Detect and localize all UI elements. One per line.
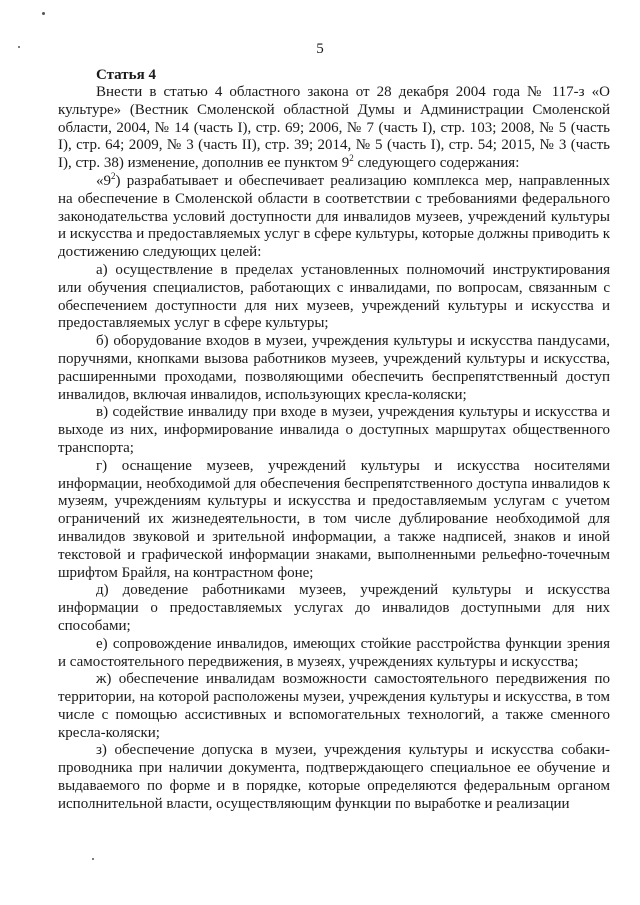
scan-speck xyxy=(18,46,20,48)
document-body xyxy=(58,66,610,814)
list-item-zh: ж) обеспечение инвалидам возможности самостоятельного передвижения по территории, на которой расположены музеи, учреждения культуры и искусства, в том числе с помощью ассистивных и вспомогательных технологий, а также сменного кресла-коляски; xyxy=(58,671,610,741)
point-intro-text-end: ) разрабатывает и обеспечивает реализацию комплекса мер, направленных на обеспечение в Смоленской области в соответствии с требованиями федерального законодательства условий доступности для инвалидов музеев, учреждений культуры и искусства и предоставляемых услуг в сфере культуры, которые должны приводить к достижению следующих целей: xyxy=(58,172,610,261)
article-heading: Статья 4 xyxy=(96,67,156,83)
intro-text-end: следующего содержания: xyxy=(353,155,520,172)
scan-speck xyxy=(42,12,45,15)
list-item-z: з) обеспечение допуска в музеи, учреждения культуры и искусства собаки-проводника при наличии документа, подтверждающего специальное ее обучение и выдаваемого по форме и в порядке, которые определяются федеральным органом исполнительной власти, осуществляющим функции по выработке и реализации xyxy=(58,742,610,812)
point-intro-text: «9 xyxy=(96,172,111,189)
list-item-a: а) осуществление в пределах установленных полномочий инструктирования или обучения специалистов, работающих с инвалидами, по вопросам, связанным с обеспечением доступности для них музеев, учреждений культуры и искусства и предоставляемых услуг в сфере культуры; xyxy=(58,261,610,332)
list-item-v: в) содействие инвалиду при входе в музеи, учреждения культуры и искусства и выходе из них, информирование инвалида о доступных маршрутах общественного транспорта; xyxy=(58,404,610,456)
intro-superscript: 2 xyxy=(349,153,354,164)
scan-speck xyxy=(92,858,94,860)
list-item-b: б) оборудование входов в музеи, учреждения культуры и искусства пандусами, поручнями, кнопками вызова работников музеев, учреждений культуры и искусства, расширенными проходами, позволяющими обеспечить беспрепятственный доступ инвалидов, включая инвалидов, использующих кресла-коляски; xyxy=(58,333,610,403)
list-item-e: е) сопровождение инвалидов, имеющих стойкие расстройства функции зрения и самостоятельного передвижения, в музеях, учреждениях культуры и искусства; xyxy=(58,635,610,670)
point-intro-paragraph xyxy=(58,170,610,262)
article-intro-paragraph xyxy=(58,84,610,173)
list-item-g: г) оснащение музеев, учреждений культуры и искусства носителями информации, необходимой для обеспечения беспрепятственного доступа инвалидов к музеям, учреждениям культуры и искусства и предоставляемым услугам с учетом ограничений их жизнедеятельности, в том числе дублирование необходимой для инвалидов звуковой и зрительной информации, а также надписей, знаков и иной текстовой и графической информации знаками, выполненными рельефно-точечным шрифтом Брайля, на контрастном фоне; xyxy=(58,457,610,581)
page-number: 5 xyxy=(316,41,324,57)
point-superscript: 2 xyxy=(111,170,116,181)
list-item-d: д) доведение работниками музеев, учреждений культуры и искусства информации о предоставляемых услугах до инвалидов доступными для них способами; xyxy=(58,582,610,634)
intro-text: Внести в статью 4 областного закона от 28 декабря 2004 года № 117-з «О культуре» (Вестник Смоленской областной Думы и Администрации Смоленской области, 2004, № 14 (часть I), стр. 69; 2006, № 7 (часть I), стр. 103; 2008, № 5 (часть I), стр. 64; 2009, № 3 (часть II), стр. 39; 2014, № 5 (часть I), стр. 54; 2015, № 3 (часть I), стр. 38) изменение, дополнив ее пунктом 9 xyxy=(58,84,610,172)
